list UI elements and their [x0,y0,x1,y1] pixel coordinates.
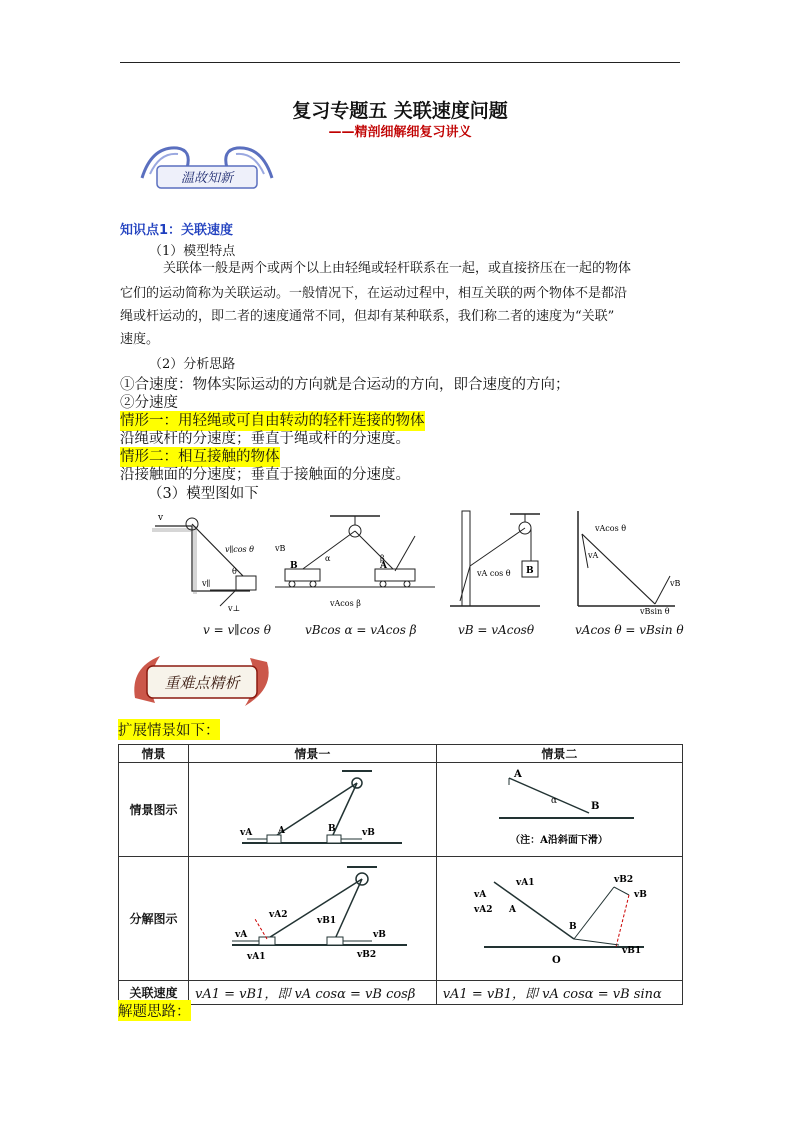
svg-text:O: O [552,955,562,966]
section1-line3: 绳或杆运动的，即二者的速度通常不同，但却有某种联系，我们称二者的速度为“关联” [120,309,615,324]
svg-text:α: α [325,554,331,563]
header-rule [120,62,680,63]
svg-text:vA: vA [235,930,248,940]
svg-text:vA: vA [588,551,599,560]
svg-text:B: B [526,566,534,576]
svg-text:B: B [328,824,336,834]
scene2-equation: vA1 = vB1，即 vA cosα = vB sinα [436,981,682,1005]
svg-text:vA1: vA1 [516,878,535,888]
svg-text:vB: vB [634,890,648,900]
svg-text:vA2: vA2 [269,910,288,920]
banner-review-text: 温故知新 [180,171,234,186]
svg-text:vB: vB [373,930,387,940]
banner-key-points-text: 重难点精析 [164,674,240,692]
svg-text:B: B [591,801,600,812]
section2-item1: ①合速度：物体实际运动的方向就是合运动的方向，即合速度的方向； [120,377,570,393]
row-label-relation: 关联速度 [119,981,189,1005]
table-header-scene2: 情景二 [436,745,682,763]
section1-heading: （1）模型特点 [149,244,236,259]
svg-text:vB2: vB2 [614,875,634,885]
svg-text:B: B [569,922,577,932]
svg-text:vB: vB [362,828,376,838]
svg-text:vA2: vA2 [474,905,493,915]
svg-text:B: B [290,561,298,571]
svg-text:β: β [380,554,385,563]
section2-case2-desc: 沿接触面的分速度；垂直于接触面的分速度。 [120,467,410,483]
svg-text:A: A [514,769,523,780]
section2-heading: （2）分析思路 [149,357,236,372]
svg-text:A: A [380,561,387,571]
svg-text:vAcos β: vAcos β [330,599,361,608]
page-title: 复习专题五 关联速度问题 [292,100,508,122]
table-header-scene1: 情景一 [189,745,437,763]
figure-3-rod-wall [450,511,540,606]
svg-text:θ: θ [232,567,237,576]
section1-line2: 它们的运动简称为关联运动。一般情况下，在运动过程中，相互关联的两个物体不是都沿 [120,286,628,301]
section2-item2: ②分速度 [120,395,178,411]
svg-text:vA1: vA1 [247,952,266,962]
section1-line1: 关联体一般是两个或两个以上由轻绳或轻杆联系在一起，或直接挤压在一起的物体 [163,261,632,276]
extension-table [118,744,683,1005]
section2-case1-desc: 沿绳或杆的分速度；垂直于绳或杆的分速度。 [120,431,410,447]
scene2-decomposition [436,857,682,981]
svg-text:A: A [509,905,517,915]
svg-text:vA: vA [474,890,487,900]
row-label-decomposition: 分解图示 [119,857,189,981]
scene2-illustration [436,763,682,857]
scene1-equation: vA1 = vB1，即 vA cosα = vB cosβ [189,981,437,1005]
svg-text:α: α [551,796,558,806]
svg-text:vBsin θ: vBsin θ [640,607,670,616]
svg-text:vA: vA [240,828,253,838]
section3-heading: （3）模型图如下 [148,486,259,502]
page-subtitle: ——精剖细解细复习讲义 [328,125,472,140]
caption-3: vB = vAcosθ [458,623,535,637]
svg-text:vB: vB [275,544,286,553]
scene1-decomposition [189,857,437,981]
scene1-illustration [189,763,437,857]
figure-4-ladder [578,511,681,616]
svg-text:v⊥: v⊥ [228,604,241,613]
table-header-scene: 情景 [119,745,189,763]
figure-1-rope-pulley [152,513,256,613]
extension-label: 扩展情景如下： [118,719,220,740]
section2-case1: 情形一：用轻绳或可自由转动的轻杆连接的物体 [120,413,425,429]
svg-text:v: v [158,513,164,523]
scene2-note: （注：A沿斜面下滑） [510,835,609,846]
section1-line4: 速度。 [120,332,160,347]
banner-review-icon [132,138,282,194]
svg-text:v∥: v∥ [202,579,211,588]
knowledge-point-title: 知识点1：关联速度 [120,223,234,238]
caption-2: vBcos α = vAcos β [305,623,417,637]
section2-case2: 情形二：相互接触的物体 [120,449,280,465]
svg-text:vAcos θ: vAcos θ [595,524,627,533]
svg-text:v∥cos θ: v∥cos θ [225,545,254,554]
svg-text:vB1: vB1 [622,946,642,956]
caption-4: vAcos θ = vBsin θ [575,623,684,637]
svg-text:vB2: vB2 [357,950,377,960]
solution-approach-label: 解题思路： [118,1000,191,1021]
row-label-illustration: 情景图示 [119,763,189,857]
svg-text:vB: vB [670,579,681,588]
svg-text:vB1: vB1 [317,916,337,926]
svg-text:vA cos θ: vA cos θ [477,569,511,578]
figure-2-two-carts [274,516,435,608]
caption-1: v = v∥cos θ [203,623,271,637]
svg-text:A: A [278,826,286,836]
banner-key-points-icon [125,648,277,712]
